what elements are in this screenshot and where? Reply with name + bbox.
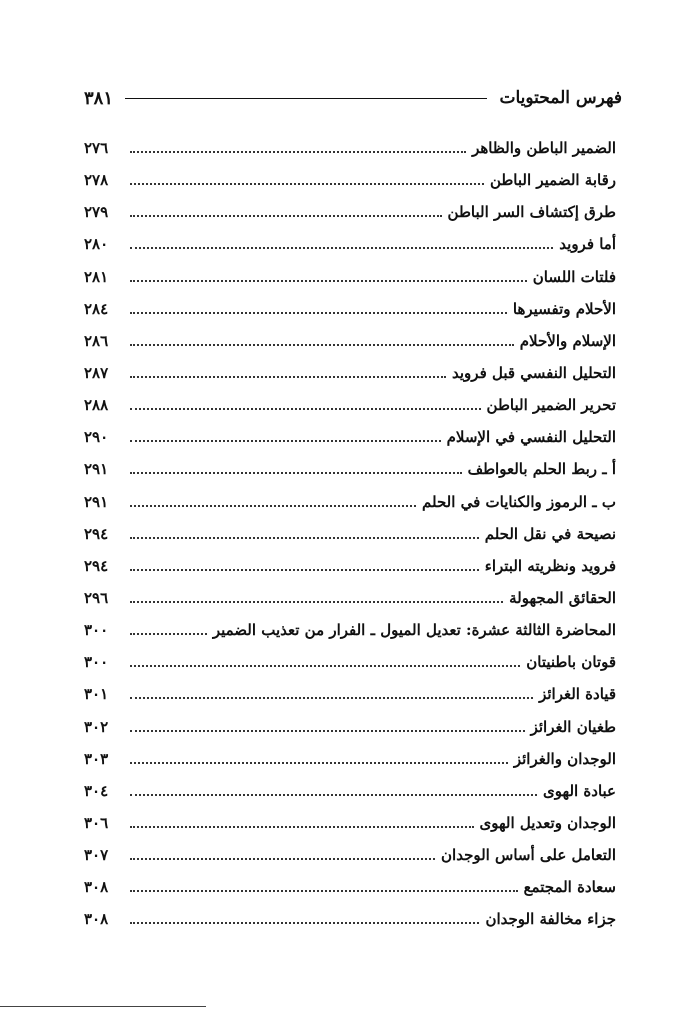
toc-entry-page: ٣٠١ [84,685,109,704]
toc-entry-title: أ ـ ربط الحلم بالعواطف [467,460,616,479]
toc-entry-title: الوجدان وتعديل الهوى [479,814,616,833]
toc-entry-page: ٣٠٠ [84,653,109,672]
toc-dot-leader [130,472,462,474]
toc-dot-leader [130,280,527,282]
toc-entry-title: الإسلام والأحلام [519,331,616,350]
toc-entry [84,711,616,743]
toc-dot-leader [130,633,207,635]
toc-dot-leader [130,505,416,507]
toc-dot-leader [130,922,479,924]
toc-dot-leader [130,151,466,153]
toc-entry [84,775,616,807]
toc-entry [84,839,616,871]
toc-entry [84,389,616,421]
toc-entry-page: ٢٨٦ [84,331,109,350]
toc-entry [84,132,616,164]
toc-entry-page: ٣٠٨ [84,910,109,929]
toc-dot-leader [130,440,441,442]
toc-entry [84,421,616,453]
toc-entry [84,807,616,839]
toc-entry [84,196,616,228]
toc-entry-title: الضمير الباطن والظاهر [472,139,616,158]
toc-dot-leader [130,215,442,217]
toc-dot-leader [130,858,435,860]
toc-entry-page: ٢٨٠ [84,235,109,254]
toc-dot-leader [130,890,518,892]
page-number: ٣٨١ [84,87,114,109]
toc-entry [84,228,616,260]
toc-entry-page: ٢٩١ [84,460,109,479]
toc-entry-page: ٢٩٠ [84,428,109,447]
toc-entry-title: جزاء مخالفة الوجدان [485,910,616,929]
toc-dot-leader [130,794,537,796]
toc-entry-title: التعامل على أساس الوجدان [441,846,616,865]
toc-entry-page: ٣٠٦ [84,814,109,833]
toc-entry [84,582,616,614]
toc-entry [84,871,616,903]
toc-entry-title: فرويد ونظريته البتراء [484,556,616,575]
toc-entry-page: ٣٠٨ [84,878,109,897]
toc-dot-leader [130,730,525,732]
toc-dot-leader [130,826,474,828]
toc-entry-title: تحرير الضمير الباطن [486,396,616,415]
toc-entry [84,646,616,678]
toc-entry-title: طرق إكتشاف السر الباطن [447,203,616,222]
toc-dot-leader [130,762,508,764]
toc-entry-page: ٢٩٤ [84,556,109,575]
toc-entry-title: سعادة المجتمع [523,878,616,897]
toc-dot-leader [130,344,514,346]
toc-dot-leader [130,183,484,185]
toc-entry-page: ٢٩١ [84,492,109,511]
toc-dot-leader [130,247,553,249]
toc-entry-page: ٢٧٩ [84,203,109,222]
toc-entry [84,164,616,196]
toc-dot-leader [130,665,520,667]
toc-entry-page: ٢٨٨ [84,396,109,415]
toc-entry-title: الأحلام وتفسيرها [512,299,616,318]
toc-entry-page: ٣٠٠ [84,621,109,640]
toc-entry-page: ٣٠٣ [84,749,109,768]
page-header [84,84,622,112]
toc-entry [84,550,616,582]
toc-entry [84,614,616,646]
header-rule [125,98,487,99]
toc-entry-title: نصيحة في نقل الحلم [484,524,616,543]
toc-dot-leader [130,569,479,571]
toc-entry-page: ٢٨١ [84,267,109,286]
toc-entry-title: رقابة الضمير الباطن [489,171,616,190]
toc-entry [84,486,616,518]
toc-entry-title: أما فرويد [559,235,616,254]
toc-entry [84,357,616,389]
toc-entry-page: ٢٩٤ [84,524,109,543]
toc-entry [84,903,616,935]
toc-entry [84,325,616,357]
toc-dot-leader [130,376,446,378]
toc-list [84,132,616,936]
toc-entry-page: ٣٠٧ [84,846,109,865]
toc-dot-leader [130,408,481,410]
toc-entry-title: قوتان باطنيتان [526,653,616,672]
toc-entry [84,743,616,775]
toc-entry [84,518,616,550]
toc-entry-page: ٢٨٤ [84,299,109,318]
toc-entry [84,261,616,293]
toc-entry-title: التحليل النفسي قبل فرويد [452,364,616,383]
toc-dot-leader [130,697,533,699]
toc-entry [84,293,616,325]
toc-dot-leader [130,601,503,603]
toc-entry-page: ٣٠٤ [84,781,109,800]
toc-entry-page: ٢٧٦ [84,139,109,158]
toc-entry [84,678,616,710]
footer-rule [0,1006,206,1007]
toc-entry-title: فلتات اللسان [532,267,616,286]
toc-entry-title: عبادة الهوى [543,781,616,800]
toc-entry-title: المحاضرة الثالثة عشرة: تعديل الميول ـ الفرار من تعذيب الضمير [212,621,616,640]
toc-entry-title: ب ـ الرموز والكنايات في الحلم [422,492,616,511]
running-header-title: فهرس المحتويات [499,88,622,108]
toc-entry-page: ٢٧٨ [84,171,109,190]
toc-entry [84,453,616,485]
toc-dot-leader [130,537,479,539]
toc-entry-title: الحقائق المجهولة [509,589,616,608]
toc-entry-title: الوجدان والغرائز [513,749,616,768]
toc-entry-title: التحليل النفسي في الإسلام [446,428,616,447]
toc-entry-title: طغيان الغرائز [530,717,616,736]
toc-entry-title: قيادة الغرائز [539,685,616,704]
toc-entry-page: ٢٩٦ [84,589,109,608]
toc-entry-page: ٣٠٢ [84,717,109,736]
toc-entry-page: ٢٨٧ [84,364,109,383]
toc-dot-leader [130,312,507,314]
